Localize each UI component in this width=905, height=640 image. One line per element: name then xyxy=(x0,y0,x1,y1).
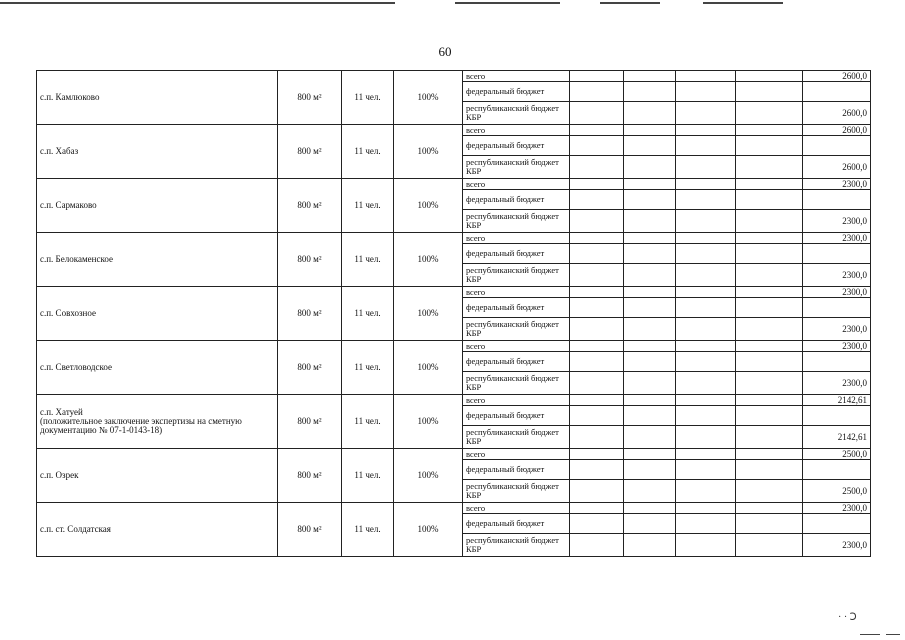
settlement-name: с.п. Хабаз xyxy=(37,125,278,179)
percent-value: 100% xyxy=(394,125,463,179)
empty-cell xyxy=(570,125,624,136)
empty-cell xyxy=(624,318,676,341)
empty-cell xyxy=(736,125,803,136)
empty-cell xyxy=(624,264,676,287)
settlement-name: с.п. Светловодское xyxy=(37,341,278,395)
empty-cell xyxy=(676,395,736,406)
source-federal-label: федеральный бюджет xyxy=(463,244,570,264)
empty-cell xyxy=(570,233,624,244)
empty-cell xyxy=(570,395,624,406)
empty-cell xyxy=(624,352,676,372)
scan-bottom-line xyxy=(886,634,900,635)
scan-top-line xyxy=(600,2,660,4)
empty-cell xyxy=(676,503,736,514)
source-federal-label: федеральный бюджет xyxy=(463,82,570,102)
scan-top-line xyxy=(455,2,560,4)
empty-cell xyxy=(736,318,803,341)
empty-cell xyxy=(624,102,676,125)
source-republic-label: республиканский бюджет КБР xyxy=(463,210,570,233)
source-total-label: всего xyxy=(463,503,570,514)
people-value: 11 чел. xyxy=(342,179,394,233)
area-value: 800 м² xyxy=(278,341,342,395)
table-row xyxy=(37,287,871,298)
empty-cell xyxy=(676,102,736,125)
people-value: 11 чел. xyxy=(342,287,394,341)
empty-cell xyxy=(736,426,803,449)
percent-value: 100% xyxy=(394,287,463,341)
empty-cell xyxy=(676,298,736,318)
republic-value: 2300,0 xyxy=(803,318,871,341)
empty-cell xyxy=(624,210,676,233)
source-republic-label: республиканский бюджет КБР xyxy=(463,102,570,125)
empty-cell xyxy=(736,534,803,557)
settlement-name: с.п. Совхозное xyxy=(37,287,278,341)
empty-cell xyxy=(736,298,803,318)
federal-value xyxy=(803,136,871,156)
empty-cell xyxy=(624,125,676,136)
empty-cell xyxy=(676,264,736,287)
empty-cell xyxy=(570,352,624,372)
republic-value: 2300,0 xyxy=(803,534,871,557)
empty-cell xyxy=(570,372,624,395)
area-value: 800 м² xyxy=(278,179,342,233)
total-value: 2500,0 xyxy=(803,449,871,460)
total-value: 2300,0 xyxy=(803,503,871,514)
source-republic-label: республиканский бюджет КБР xyxy=(463,156,570,179)
empty-cell xyxy=(736,156,803,179)
empty-cell xyxy=(676,318,736,341)
republic-value: 2300,0 xyxy=(803,210,871,233)
table-row xyxy=(37,179,871,190)
empty-cell xyxy=(676,125,736,136)
settlement-name: с.п. Сармаково xyxy=(37,179,278,233)
source-republic-label: республиканский бюджет КБР xyxy=(463,372,570,395)
table-row xyxy=(37,449,871,460)
empty-cell xyxy=(624,298,676,318)
source-total-label: всего xyxy=(463,395,570,406)
empty-cell xyxy=(676,179,736,190)
total-value: 2300,0 xyxy=(803,341,871,352)
percent-value: 100% xyxy=(394,503,463,557)
empty-cell xyxy=(624,372,676,395)
source-republic-label: республиканский бюджет КБР xyxy=(463,426,570,449)
empty-cell xyxy=(570,244,624,264)
empty-cell xyxy=(676,534,736,557)
people-value: 11 чел. xyxy=(342,233,394,287)
empty-cell xyxy=(624,460,676,480)
empty-cell xyxy=(676,82,736,102)
source-federal-label: федеральный бюджет xyxy=(463,190,570,210)
scan-mark: · · ꓛ xyxy=(838,612,857,623)
federal-value xyxy=(803,352,871,372)
empty-cell xyxy=(736,82,803,102)
republic-value: 2600,0 xyxy=(803,156,871,179)
empty-cell xyxy=(736,352,803,372)
empty-cell xyxy=(676,514,736,534)
empty-cell xyxy=(570,449,624,460)
empty-cell xyxy=(570,503,624,514)
total-value: 2300,0 xyxy=(803,287,871,298)
empty-cell xyxy=(676,244,736,264)
source-total-label: всего xyxy=(463,287,570,298)
empty-cell xyxy=(676,426,736,449)
scan-top-line xyxy=(0,2,395,4)
empty-cell xyxy=(736,341,803,352)
empty-cell xyxy=(736,372,803,395)
empty-cell xyxy=(736,71,803,82)
source-total-label: всего xyxy=(463,125,570,136)
empty-cell xyxy=(624,71,676,82)
federal-value xyxy=(803,514,871,534)
empty-cell xyxy=(570,514,624,534)
empty-cell xyxy=(570,190,624,210)
empty-cell xyxy=(570,480,624,503)
empty-cell xyxy=(736,406,803,426)
empty-cell xyxy=(736,503,803,514)
empty-cell xyxy=(570,210,624,233)
source-total-label: всего xyxy=(463,179,570,190)
settlement-name: с.п. ст. Солдатская xyxy=(37,503,278,557)
people-value: 11 чел. xyxy=(342,125,394,179)
empty-cell xyxy=(570,264,624,287)
budget-table xyxy=(36,70,871,557)
empty-cell xyxy=(676,190,736,210)
table-row xyxy=(37,71,871,82)
empty-cell xyxy=(736,210,803,233)
empty-cell xyxy=(676,449,736,460)
federal-value xyxy=(803,244,871,264)
empty-cell xyxy=(736,449,803,460)
empty-cell xyxy=(570,406,624,426)
empty-cell xyxy=(624,190,676,210)
source-federal-label: федеральный бюджет xyxy=(463,298,570,318)
area-value: 800 м² xyxy=(278,125,342,179)
source-federal-label: федеральный бюджет xyxy=(463,136,570,156)
empty-cell xyxy=(570,71,624,82)
total-value: 2300,0 xyxy=(803,179,871,190)
percent-value: 100% xyxy=(394,341,463,395)
empty-cell xyxy=(676,460,736,480)
total-value: 2142,61 xyxy=(803,395,871,406)
settlement-name: с.п. Озрек xyxy=(37,449,278,503)
percent-value: 100% xyxy=(394,395,463,449)
empty-cell xyxy=(624,514,676,534)
empty-cell xyxy=(624,449,676,460)
total-value: 2600,0 xyxy=(803,125,871,136)
empty-cell xyxy=(676,352,736,372)
settlement-name: с.п. Белокаменское xyxy=(37,233,278,287)
republic-value: 2142,61 xyxy=(803,426,871,449)
people-value: 11 чел. xyxy=(342,395,394,449)
empty-cell xyxy=(736,395,803,406)
people-value: 11 чел. xyxy=(342,341,394,395)
empty-cell xyxy=(676,480,736,503)
federal-value xyxy=(803,298,871,318)
area-value: 800 м² xyxy=(278,503,342,557)
people-value: 11 чел. xyxy=(342,449,394,503)
empty-cell xyxy=(624,82,676,102)
empty-cell xyxy=(570,426,624,449)
empty-cell xyxy=(570,534,624,557)
empty-cell xyxy=(624,480,676,503)
empty-cell xyxy=(736,460,803,480)
empty-cell xyxy=(570,298,624,318)
empty-cell xyxy=(624,341,676,352)
empty-cell xyxy=(624,179,676,190)
empty-cell xyxy=(570,156,624,179)
empty-cell xyxy=(570,136,624,156)
area-value: 800 м² xyxy=(278,233,342,287)
empty-cell xyxy=(624,136,676,156)
source-total-label: всего xyxy=(463,71,570,82)
area-value: 800 м² xyxy=(278,71,342,125)
page-number: 60 xyxy=(438,44,452,59)
federal-value xyxy=(803,82,871,102)
empty-cell xyxy=(570,341,624,352)
empty-cell xyxy=(736,480,803,503)
scan-bottom-line xyxy=(860,634,880,635)
area-value: 800 м² xyxy=(278,287,342,341)
empty-cell xyxy=(736,287,803,298)
source-total-label: всего xyxy=(463,449,570,460)
empty-cell xyxy=(736,264,803,287)
empty-cell xyxy=(570,460,624,480)
total-value: 2300,0 xyxy=(803,233,871,244)
source-federal-label: федеральный бюджет xyxy=(463,352,570,372)
empty-cell xyxy=(570,179,624,190)
empty-cell xyxy=(676,136,736,156)
empty-cell xyxy=(676,287,736,298)
empty-cell xyxy=(736,514,803,534)
table-row xyxy=(37,125,871,136)
empty-cell xyxy=(676,71,736,82)
empty-cell xyxy=(676,233,736,244)
federal-value xyxy=(803,190,871,210)
empty-cell xyxy=(676,341,736,352)
source-republic-label: республиканский бюджет КБР xyxy=(463,534,570,557)
source-federal-label: федеральный бюджет xyxy=(463,406,570,426)
empty-cell xyxy=(624,534,676,557)
empty-cell xyxy=(676,372,736,395)
total-value: 2600,0 xyxy=(803,71,871,82)
people-value: 11 чел. xyxy=(342,71,394,125)
percent-value: 100% xyxy=(394,449,463,503)
empty-cell xyxy=(624,503,676,514)
federal-value xyxy=(803,460,871,480)
area-value: 800 м² xyxy=(278,449,342,503)
empty-cell xyxy=(624,406,676,426)
empty-cell xyxy=(736,136,803,156)
source-total-label: всего xyxy=(463,341,570,352)
empty-cell xyxy=(736,190,803,210)
empty-cell xyxy=(624,395,676,406)
federal-value xyxy=(803,406,871,426)
source-total-label: всего xyxy=(463,233,570,244)
empty-cell xyxy=(570,287,624,298)
source-federal-label: федеральный бюджет xyxy=(463,460,570,480)
empty-cell xyxy=(624,287,676,298)
empty-cell xyxy=(570,318,624,341)
empty-cell xyxy=(570,102,624,125)
empty-cell xyxy=(736,102,803,125)
empty-cell xyxy=(736,179,803,190)
republic-value: 2600,0 xyxy=(803,102,871,125)
empty-cell xyxy=(624,426,676,449)
empty-cell xyxy=(570,82,624,102)
empty-cell xyxy=(676,156,736,179)
percent-value: 100% xyxy=(394,71,463,125)
source-republic-label: республиканский бюджет КБР xyxy=(463,480,570,503)
settlement-name: с.п. Камлюково xyxy=(37,71,278,125)
empty-cell xyxy=(676,406,736,426)
source-republic-label: республиканский бюджет КБР xyxy=(463,318,570,341)
republic-value: 2500,0 xyxy=(803,480,871,503)
source-republic-label: республиканский бюджет КБР xyxy=(463,264,570,287)
empty-cell xyxy=(676,210,736,233)
source-federal-label: федеральный бюджет xyxy=(463,514,570,534)
area-value: 800 м² xyxy=(278,395,342,449)
republic-value: 2300,0 xyxy=(803,372,871,395)
empty-cell xyxy=(624,156,676,179)
empty-cell xyxy=(624,244,676,264)
settlement-name: с.п. Хатуей (положительное заключение экспертизы на сметную документацию № 07-1-0143-18) xyxy=(37,395,278,449)
people-value: 11 чел. xyxy=(342,503,394,557)
percent-value: 100% xyxy=(394,233,463,287)
empty-cell xyxy=(624,233,676,244)
percent-value: 100% xyxy=(394,179,463,233)
table-row xyxy=(37,233,871,244)
scan-top-line xyxy=(703,2,783,4)
table-row xyxy=(37,395,871,406)
empty-cell xyxy=(736,233,803,244)
table-row xyxy=(37,503,871,514)
table-row xyxy=(37,341,871,352)
republic-value: 2300,0 xyxy=(803,264,871,287)
empty-cell xyxy=(736,244,803,264)
